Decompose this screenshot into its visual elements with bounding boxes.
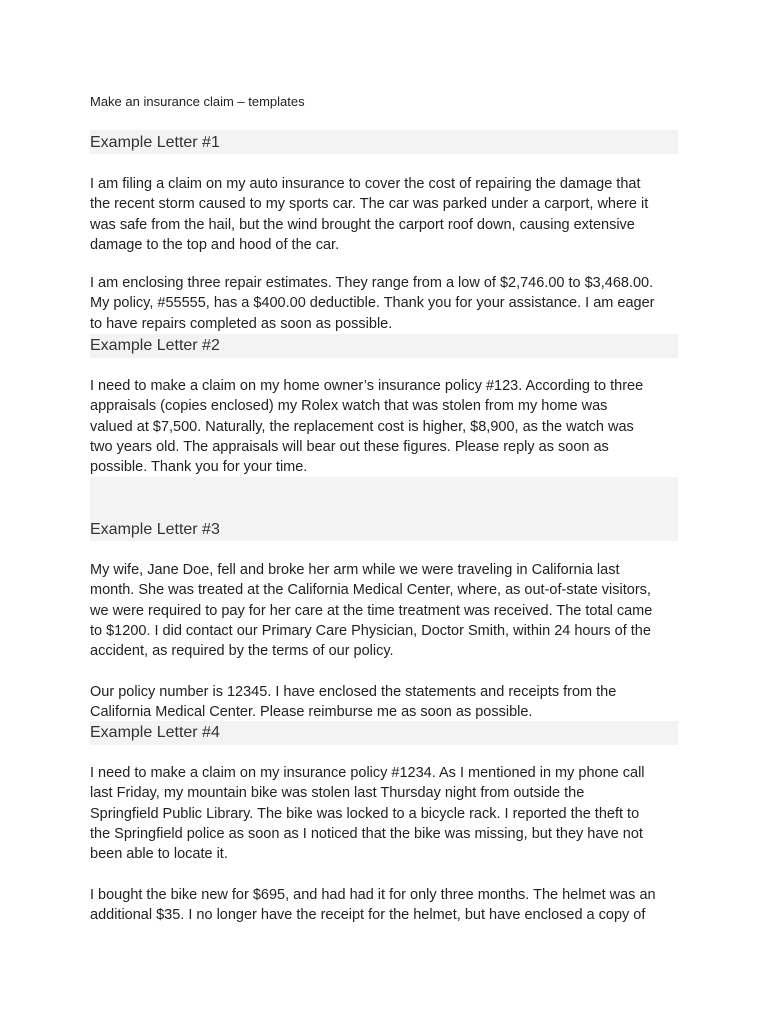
text-line: been able to locate it.	[90, 846, 228, 863]
section-heading: Example Letter #2	[90, 337, 220, 354]
text-line: the Springfield police as soon as I noticed that the bike was missing, but they have not	[90, 825, 643, 842]
paragraph	[90, 174, 678, 255]
text-line: month. She was treated at the California Medical Center, where, as out-of-state visitors,	[90, 582, 651, 599]
text-line: I am enclosing three repair estimates. They range from a low of $2,746.00 to $3,468.00.	[90, 275, 654, 291]
paragraph	[90, 885, 678, 926]
text-line: I need to make a claim on my insurance policy #1234. As I mentioned in my phone call	[90, 765, 645, 781]
text-line: additional $35. I no longer have the receipt for the helmet, but have enclosed a copy of	[90, 907, 646, 924]
text-line: to have repairs completed as soon as possible.	[90, 315, 393, 332]
paragraph	[90, 682, 678, 723]
text-line: California Medical Center. Please reimburse me as soon as possible.	[90, 704, 533, 721]
text-line: I bought the bike new for $695, and had had it for only three months. The helmet was an	[90, 887, 656, 903]
text-line: accident, as required by the terms of our policy.	[90, 643, 394, 660]
section-heading: Example Letter #3	[90, 521, 220, 538]
text-line: damage to the top and hood of the car.	[90, 236, 340, 253]
text-line: My wife, Jane Doe, fell and broke her arm while we were traveling in California last	[90, 562, 620, 578]
document-title: Make an insurance claim – templates	[90, 94, 305, 109]
text-line: appraisals (copies enclosed) my Rolex watch that was stolen from my home was	[90, 398, 608, 415]
text-line: valued at $7,500. Naturally, the replacement cost is higher, $8,900, as the watch was	[90, 418, 634, 435]
text-line: to $1200. I did contact our Primary Care Physician, Doctor Smith, within 24 hours of the	[90, 622, 651, 639]
text-line: I am filing a claim on my auto insurance to cover the cost of repairing the damage that	[90, 176, 641, 192]
text-line: Springfield Public Library. The bike was locked to a bicycle rack. I reported the theft to	[90, 805, 640, 822]
text-line: the recent storm caused to my sports car. The car was parked under a carport, where it	[90, 196, 649, 213]
section-heading: Example Letter #4	[90, 724, 220, 741]
paragraph	[90, 376, 678, 477]
text-line: Our policy number is 12345. I have enclosed the statements and receipts from the	[90, 684, 617, 700]
paragraph	[90, 560, 678, 661]
paragraph	[90, 273, 678, 334]
text-line: was safe from the hail, but the wind brought the carport roof down, causing extensive	[90, 216, 635, 233]
text-line: possible. Thank you for your time.	[90, 459, 308, 476]
paragraph	[90, 763, 678, 864]
section-heading: Example Letter #1	[90, 134, 220, 151]
text-line: I need to make a claim on my home owner’s insurance policy #123. According to three	[90, 378, 644, 394]
text-line: My policy, #55555, has a $400.00 deductible. Thank you for your assistance. I am eager	[90, 295, 655, 312]
text-line: we were required to pay for her care at the time treatment was received. The total came	[90, 602, 653, 619]
text-line: two years old. The appraisals will bear out these figures. Please reply as soon as	[90, 438, 609, 455]
text-line: last Friday, my mountain bike was stolen last Thursday night from outside the	[90, 785, 585, 802]
